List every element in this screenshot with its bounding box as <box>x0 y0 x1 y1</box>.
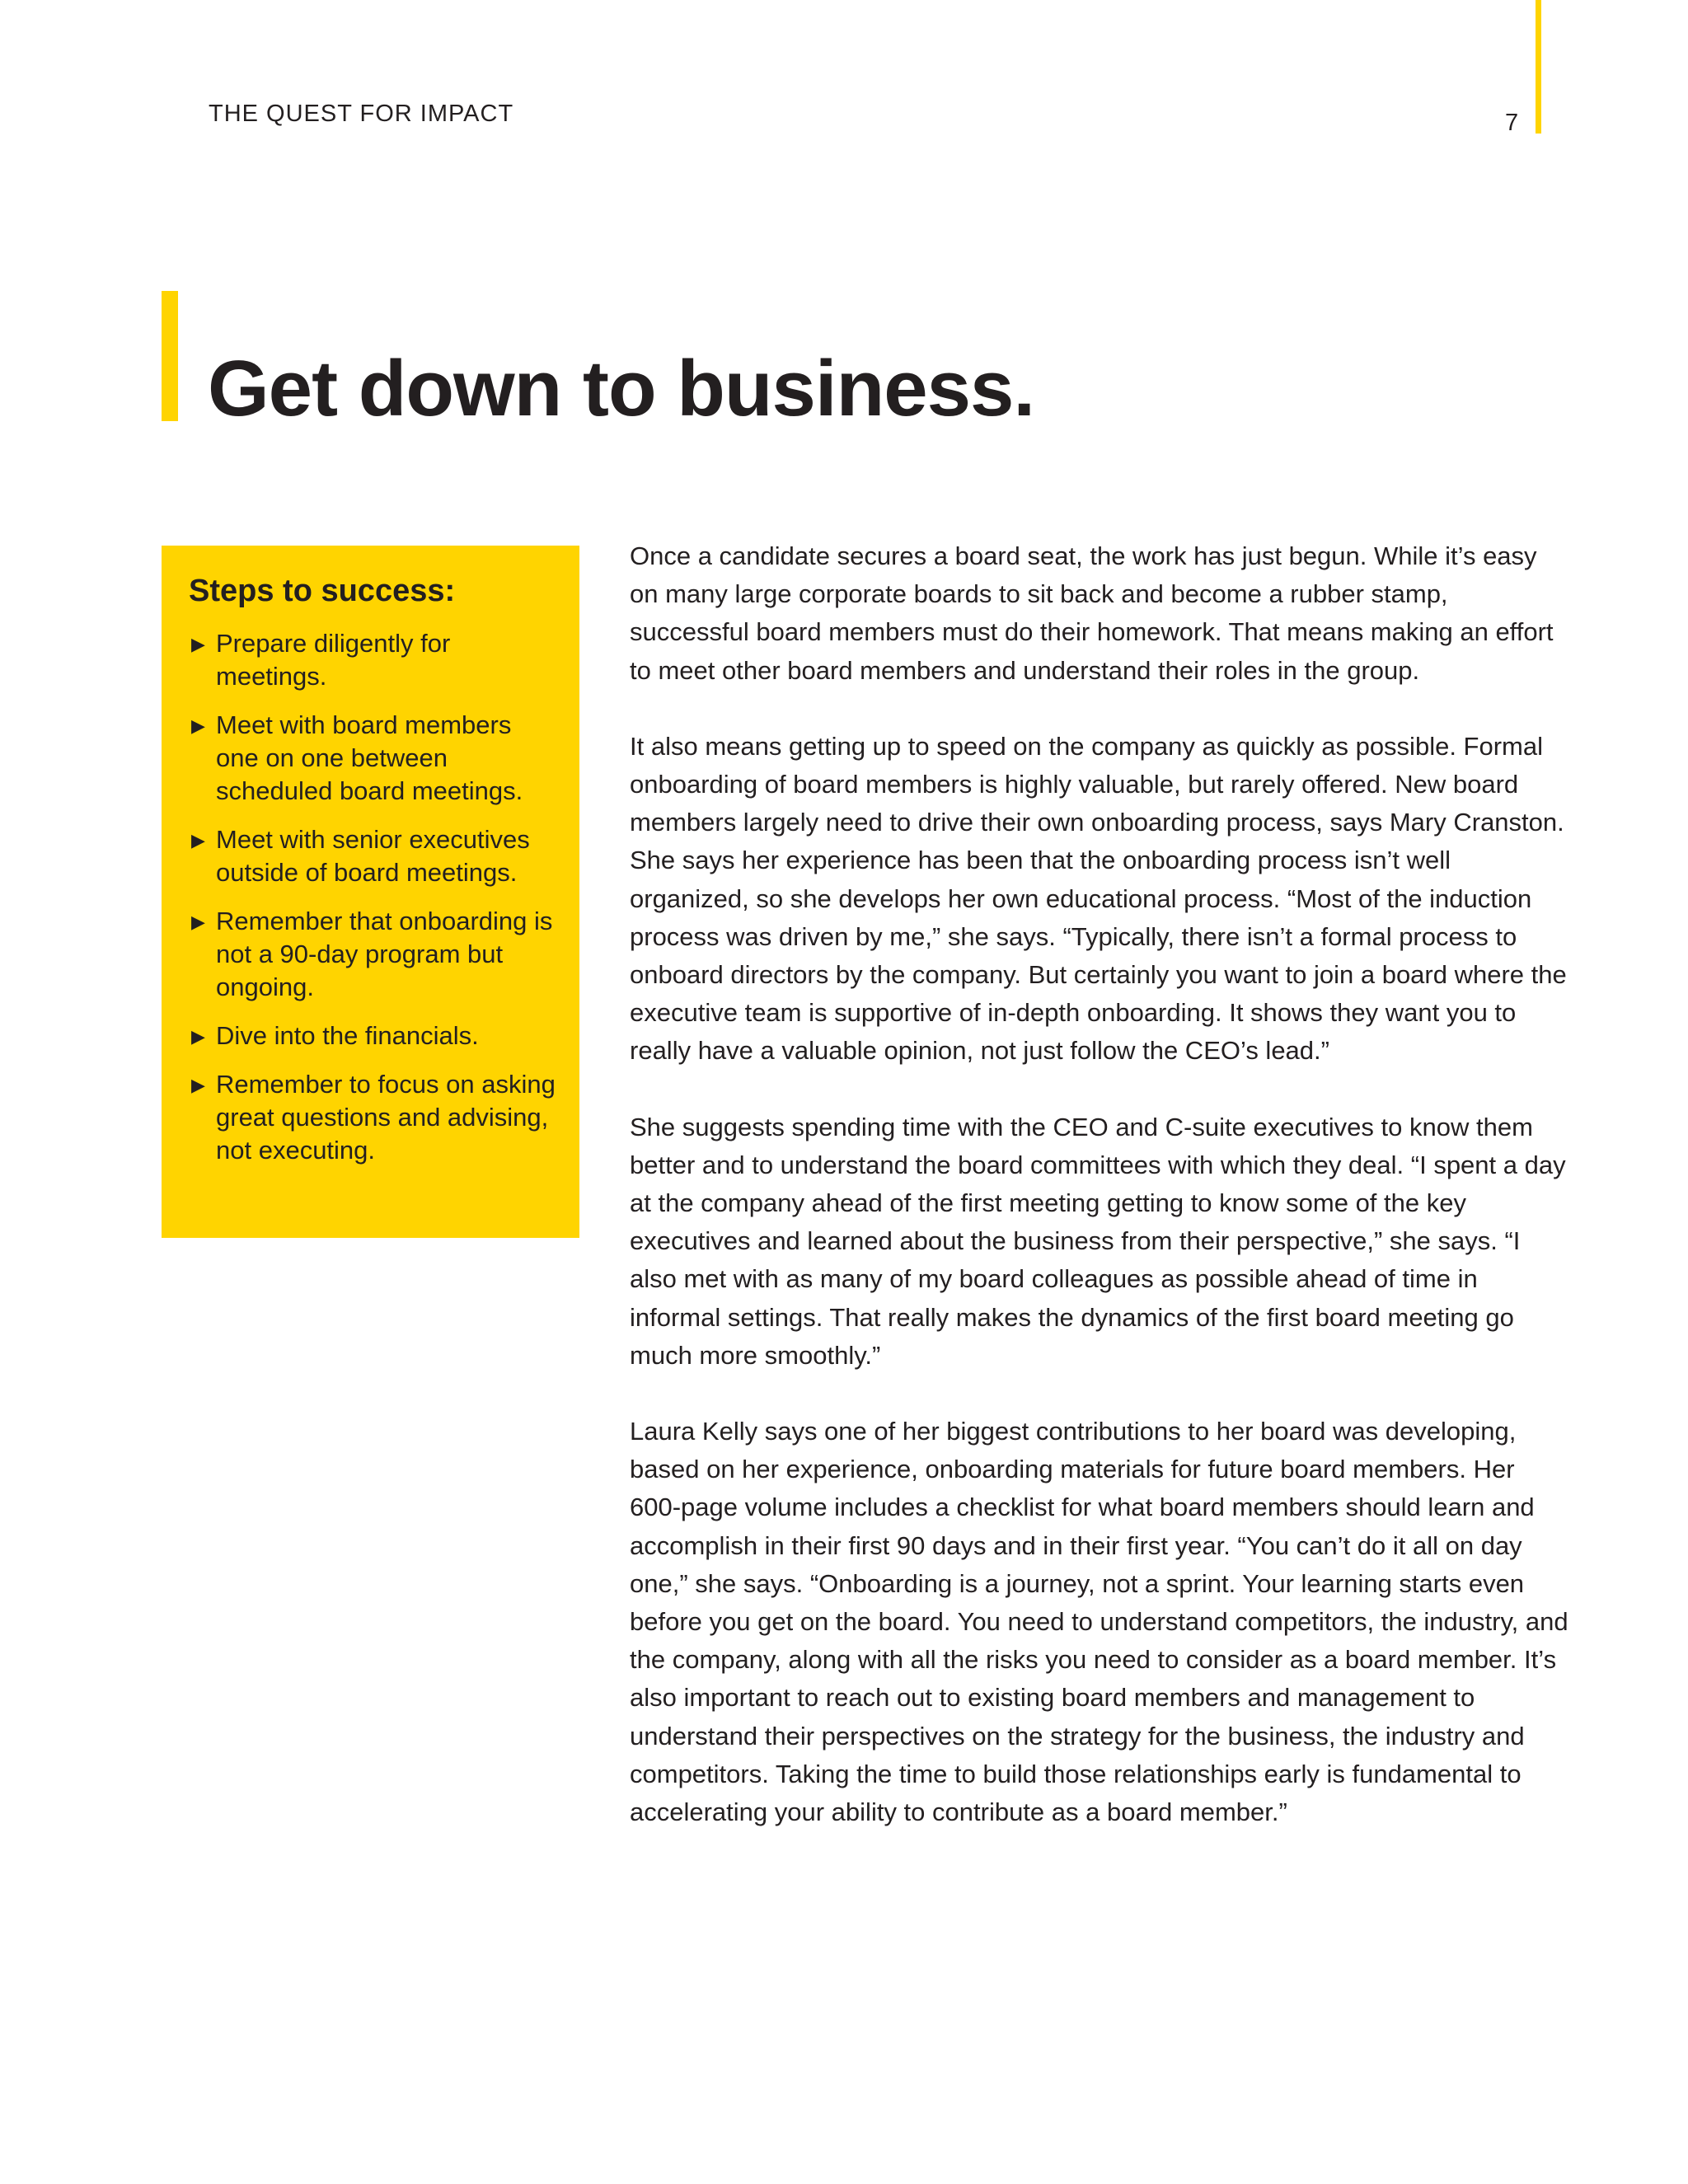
step-item <box>189 709 560 808</box>
page-number: 7 <box>1505 110 1519 136</box>
sidebar-heading: Steps to success: <box>189 574 456 608</box>
body-paragraph: Laura Kelly says one of her biggest contributions to her board was developing, based on her experience, onboarding materials for future board members. Her 600-page volume includes a checklist for what board members should learn and accomplish in their first 90 days and in their first year. “You can’t do it all on day one,” she says. “Onboarding is a journey, not a sprint. Your learning starts even before you get on the board. You need to understand competitors, the industry, and the company, along with all the risks you need to consider as a board member. It’s also important to reach out to existing board members and management to understand their perspectives on the strategy for the business, the industry and competitors. Taking the time to build those relationships early is fundamental to accelerating your ability to contribute as a board member.” <box>630 1417 1568 1827</box>
body-paragraph: It also means getting up to speed on the company as quickly as possible. Formal onboarding of board members is highly valuable, but rarely offered. New board members largely need to drive their own onboarding process, says Mary Cranston. She says her experience has been that the onboarding process isn’t well organized, so she develops her own educational process. “Most of the induction process was driven by me,” she says. “Typically, there isn’t a formal process to onboard directors by the company. But certainly you want to join a board where the executive team is supportive of in-depth onboarding. It shows they want you to really have a valuable opinion, not just follow the CEO’s lead.” <box>630 731 1567 1066</box>
steps-sidebar <box>162 546 579 1238</box>
running-header: THE QUEST FOR IMPACT <box>209 101 514 127</box>
step-item <box>189 823 560 889</box>
step-text: Remember to focus on asking great questions and advising, not executing. <box>216 1069 556 1165</box>
step-text: Dive into the financials. <box>216 1020 479 1050</box>
step-text: Remember that onboarding is not a 90-day program but ongoing. <box>216 906 553 1001</box>
body-paragraph: Once a candidate secures a board seat, the work has just begun. While it’s easy on many large corporate boards to sit back and become a rubber stamp, successful board members must do their homework. That means making an effort to meet other board members and understand their roles in the group. <box>630 541 1554 685</box>
triangle-bullet-icon: ▶ <box>191 829 205 851</box>
body-text <box>630 537 1569 1869</box>
triangle-bullet-icon: ▶ <box>191 911 205 932</box>
step-item <box>189 1068 560 1167</box>
step-text: Meet with senior executives outside of board meetings. <box>216 824 530 887</box>
body-paragraph: She suggests spending time with the CEO and C-suite executives to know them better and to understand the board committees with which they deal. “I spent a day at the company ahead of the first meeting getting to know some of the key executives and learned about the business from their perspective,” she says. “I also met with as many of my board colleagues as possible ahead of time in informal settings. That really makes the dynamics of the first board meeting go much more smoothly.” <box>630 1112 1566 1370</box>
triangle-bullet-icon: ▶ <box>191 1074 205 1095</box>
step-item <box>189 627 560 693</box>
triangle-bullet-icon: ▶ <box>191 633 205 654</box>
step-text: Prepare diligently for meetings. <box>216 628 451 691</box>
triangle-bullet-icon: ▶ <box>191 1025 205 1047</box>
top-accent-bar <box>1536 0 1541 134</box>
triangle-bullet-icon: ▶ <box>191 715 205 736</box>
step-item <box>189 905 560 1004</box>
step-text: Meet with board members one on one between scheduled board meetings. <box>216 710 523 805</box>
steps-list <box>189 627 560 1167</box>
step-item <box>189 1019 560 1052</box>
title-accent-bar <box>162 291 178 421</box>
page-title: Get down to business. <box>208 344 1035 433</box>
